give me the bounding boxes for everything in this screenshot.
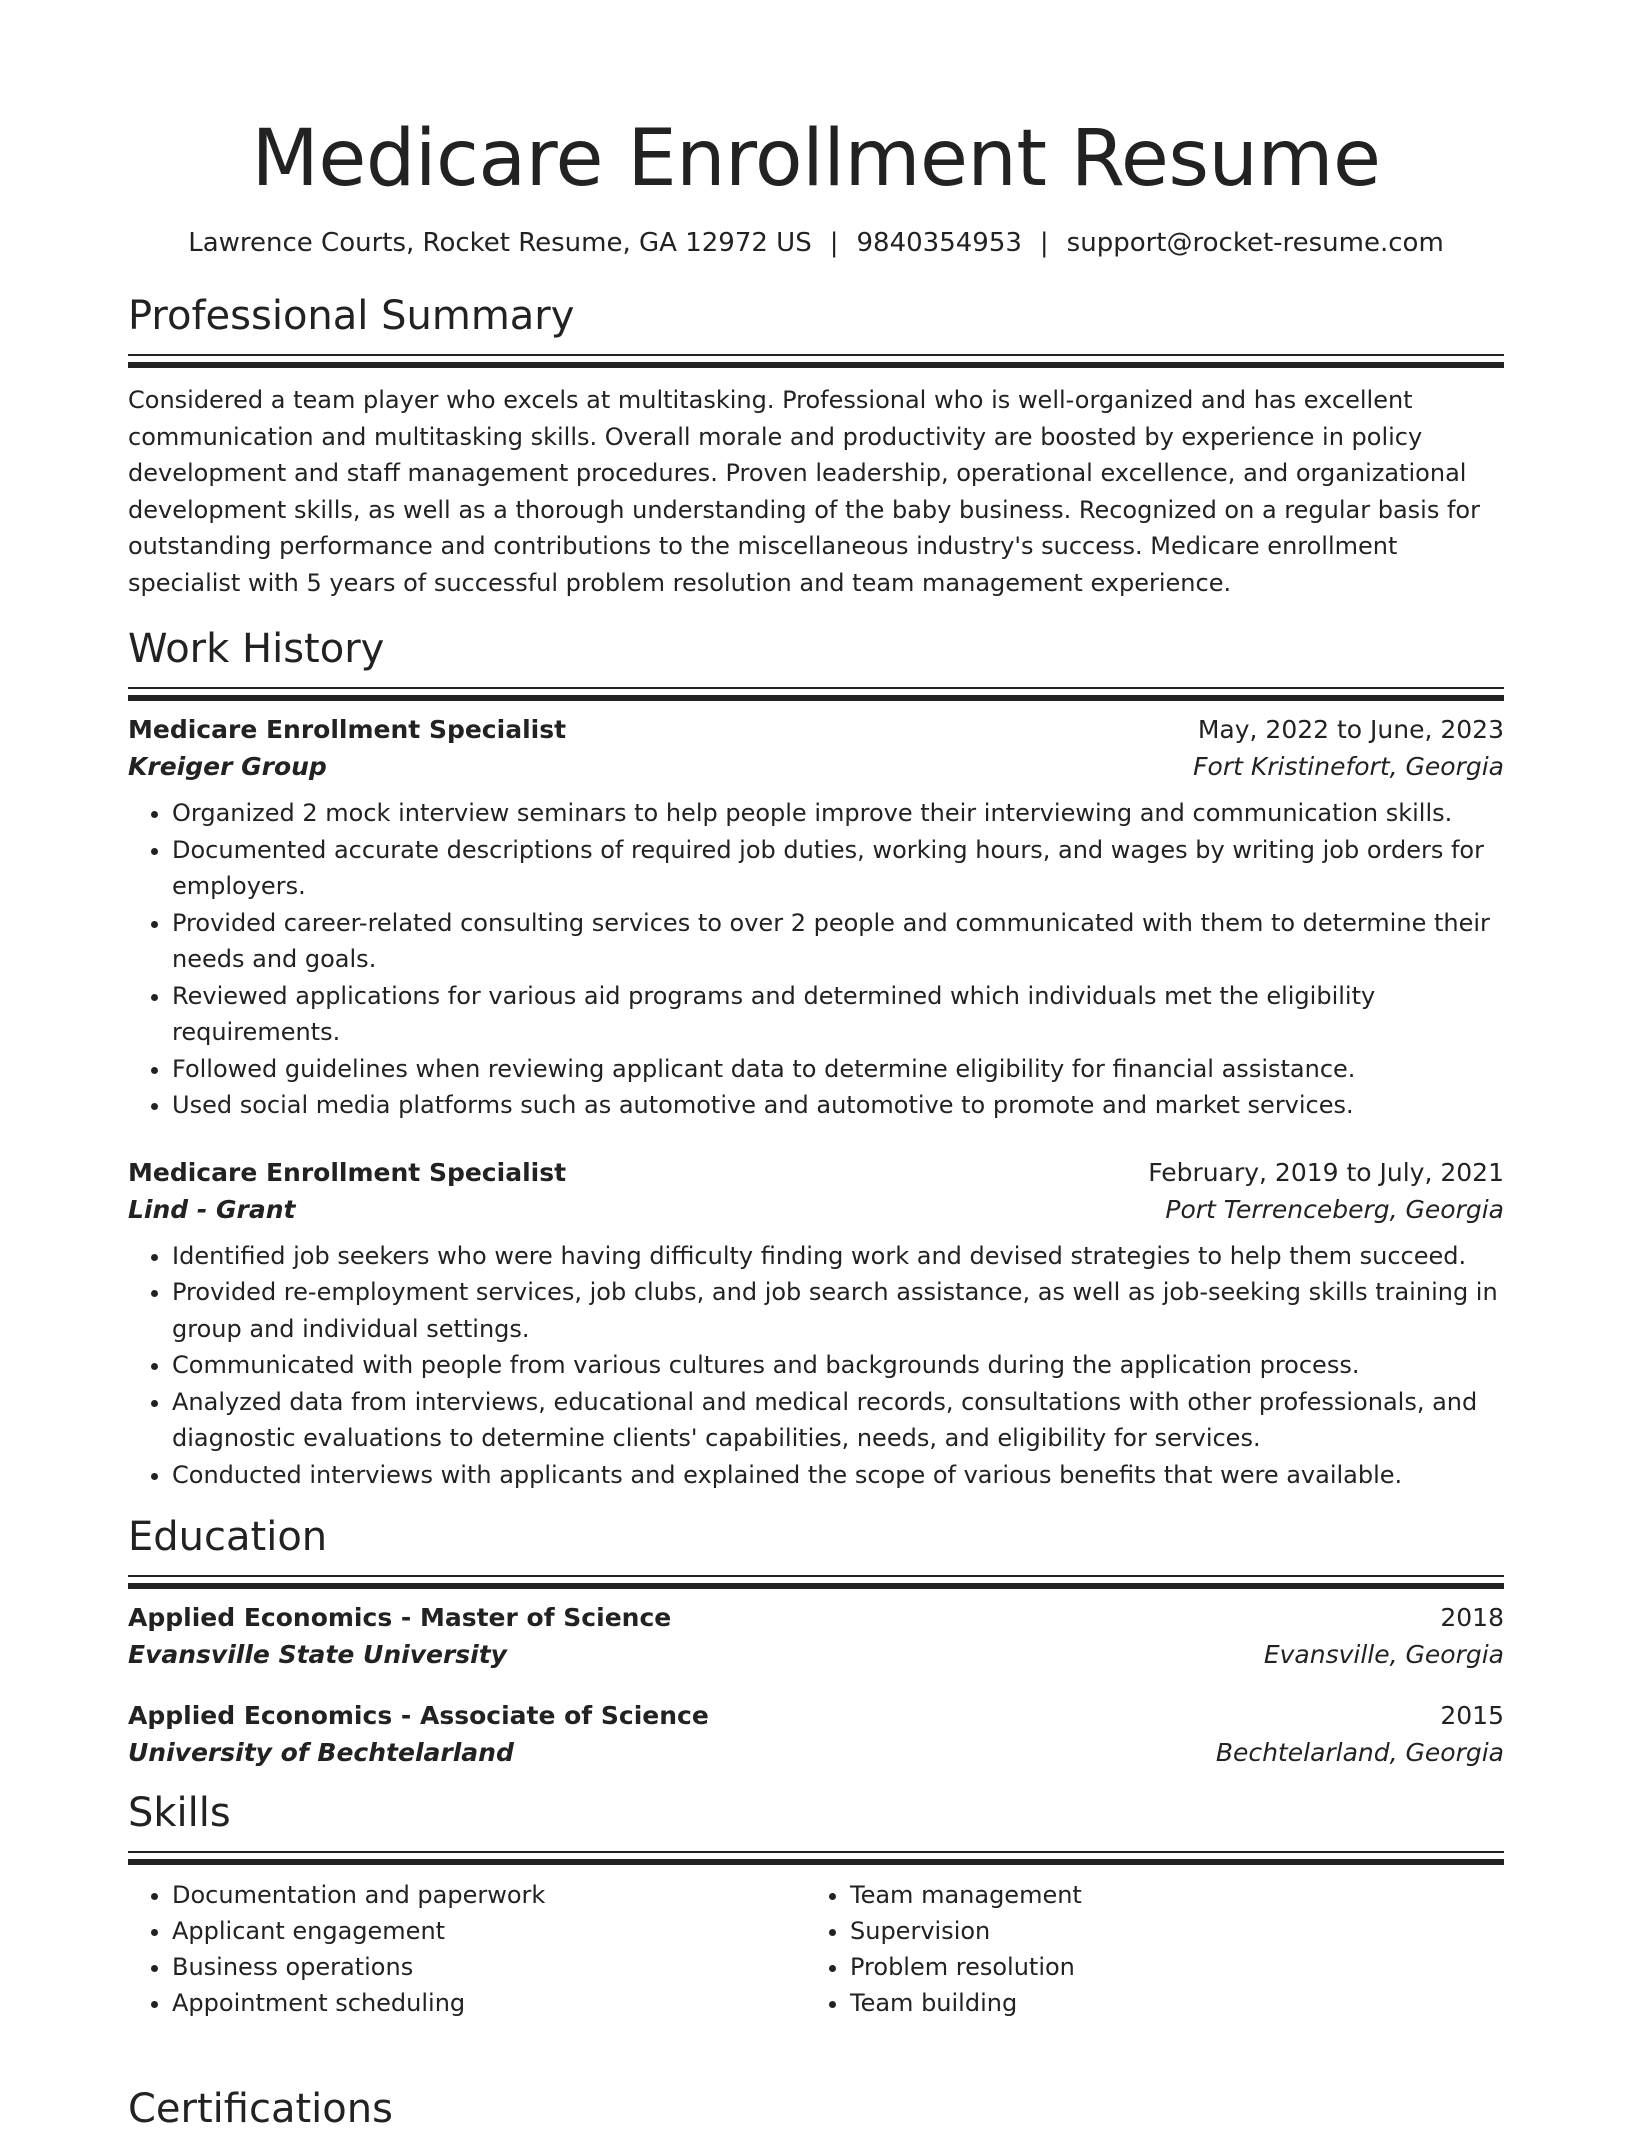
job-bullet: • Conducted interviews with applicants and explained the scope of various benefits that were available. (172, 1457, 1504, 1494)
education-year: 2018 (1440, 1603, 1504, 1632)
job-bullet: • Followed guidelines when reviewing applicant data to determine eligibility for financial assistance. (172, 1051, 1504, 1088)
skill-item: • Documentation and paperwork (172, 1877, 806, 1913)
contact-separator: | (1039, 228, 1049, 258)
section-title-education: Education (128, 1514, 328, 1560)
job-role: Medicare Enrollment Specialist (128, 715, 567, 744)
contact-phone: 9840354953 (856, 228, 1022, 258)
contact-email: support@rocket-resume.com (1066, 228, 1444, 258)
skill-item: • Team building (850, 1985, 1484, 2021)
skill-item: • Applicant engagement (172, 1913, 806, 1949)
section-divider (128, 1575, 1504, 1589)
education-school: University of Bechtelarland (128, 1738, 514, 1767)
job-company: Lind - Grant (128, 1194, 296, 1224)
education-entry (128, 1701, 1504, 1767)
skill-item: • Team management (850, 1877, 1484, 1913)
job-role: Medicare Enrollment Specialist (128, 1157, 567, 1187)
contact-separator: | (829, 228, 839, 258)
section-divider (128, 687, 1504, 701)
job-entry (128, 715, 1504, 1124)
section-title-work-history: Work History (128, 626, 385, 672)
job-entry (128, 1158, 1504, 1494)
skill-item: • Appointment scheduling (172, 1985, 806, 2021)
contact-line (128, 228, 1504, 258)
skill-item: • Business operations (172, 1949, 806, 1985)
job-bullets (128, 795, 1504, 1124)
skills-list-left (128, 1877, 806, 2021)
job-location: Port Terrenceberg, Georgia (1165, 1194, 1504, 1224)
summary-section (128, 294, 1504, 601)
education-location: Bechtelarland, Georgia (1215, 1738, 1504, 1767)
job-bullet: • Used social media platforms such as automotive and automotive to promote and market services. (172, 1087, 1504, 1124)
skill-item: • Problem resolution (850, 1949, 1484, 1985)
education-section (128, 1515, 1504, 1767)
contact-address: Lawrence Courts, Rocket Resume, GA 12972 US (188, 228, 812, 258)
job-company: Kreiger Group (128, 752, 327, 781)
job-location: Fort Kristinefort, Georgia (1193, 752, 1504, 781)
job-bullet: • Documented accurate descriptions of required job duties, working hours, and wages by writing job orders for employers. (172, 832, 1504, 905)
job-dates: February, 2019 to July, 2021 (1148, 1157, 1504, 1187)
job-bullet: • Organized 2 mock interview seminars to help people improve their interviewing and communication skills. (172, 795, 1504, 832)
education-school: Evansville State University (128, 1640, 507, 1669)
skills-section (128, 1791, 1504, 2021)
education-degree: Applied Economics - Associate of Science (128, 1701, 709, 1730)
section-divider (128, 354, 1504, 368)
education-entry (128, 1603, 1504, 1669)
job-bullet: • Analyzed data from interviews, educational and medical records, consultations with other professionals, and diagnostic evaluations to determine clients' capabilities, needs, and eligibility for services. (172, 1384, 1504, 1457)
section-title-skills: Skills (128, 1790, 231, 1836)
resume-title: Medicare Enrollment Resume (251, 114, 1381, 204)
job-bullet: • Communicated with people from various cultures and backgrounds during the application process. (172, 1347, 1504, 1384)
section-divider (128, 1851, 1504, 1865)
job-bullet: • Provided re-employment services, job clubs, and job search assistance, as well as job-seeking skills training in group and individual settings. (172, 1274, 1504, 1347)
education-location: Evansville, Georgia (1263, 1640, 1504, 1669)
skills-columns (128, 1877, 1504, 2021)
job-bullet: • Reviewed applications for various aid programs and determined which individuals met the eligibility requirements. (172, 978, 1504, 1051)
section-title-certifications: Certifications (128, 2086, 393, 2132)
section-title-summary: Professional Summary (128, 293, 575, 339)
job-bullet: • Provided career-related consulting services to over 2 people and communicated with them to determine their needs and goals. (172, 905, 1504, 978)
education-degree: Applied Economics - Master of Science (128, 1603, 672, 1632)
skills-list-right (806, 1877, 1484, 2021)
education-year: 2015 (1440, 1701, 1504, 1730)
job-bullet: • Identified job seekers who were having difficulty finding work and devised strategies to help them succeed. (172, 1238, 1504, 1275)
skill-item: • Supervision (850, 1913, 1484, 1949)
job-bullets (128, 1238, 1504, 1494)
work-history-section (128, 627, 1504, 1493)
job-dates: May, 2022 to June, 2023 (1197, 715, 1504, 744)
summary-text: Considered a team player who excels at multitasking. Professional who is well-organized and has excellent communication and multitasking skills. Overall morale and productivity are boosted by experience in policy development and staff management procedures. Proven leadership, operational excellence, and organizational development skills, as well as a thorough understanding of the baby business. Recognized on a regular basis for outstanding performance and contributions to the miscellaneous industry's success. Medicare enrollment specialist with 5 years of successful problem resolution and team management experience. (128, 386, 1480, 597)
